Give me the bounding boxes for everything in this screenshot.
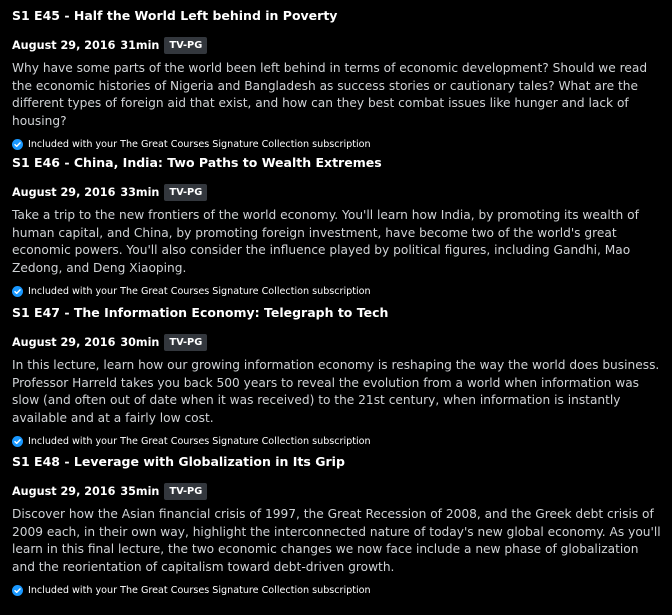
subscription-text: Included with your The Great Courses Signature Collection subscription	[28, 584, 371, 596]
episode-item	[12, 305, 662, 448]
runtime: 31min	[120, 38, 160, 52]
runtime: 33min	[120, 185, 160, 199]
episode-title[interactable]: S1 E47 - The Information Economy: Telegraph to Tech	[12, 305, 389, 320]
subscription-text: Included with your The Great Courses Signature Collection subscription	[28, 138, 371, 150]
subscription-text: Included with your The Great Courses Signature Collection subscription	[28, 435, 371, 447]
release-date: August 29, 2016	[12, 484, 116, 498]
episode-title[interactable]: S1 E48 - Leverage with Globalization in Its Grip	[12, 454, 345, 469]
episode-item	[12, 8, 662, 151]
subscription-text: Included with your The Great Courses Signature Collection subscription	[28, 285, 371, 297]
subscription-note	[12, 583, 662, 597]
episode-meta	[12, 482, 662, 500]
episode-synopsis: Why have some parts of the world been left behind in terms of economic development? Should we read the economic histories of Nigeria and Bangladesh as success stories or cautionary tales? What are the different types of foreign aid that exist, and how can they best combat issues like hunger and lack of housing?	[12, 61, 648, 128]
episode-title[interactable]: S1 E46 - China, India: Two Paths to Wealth Extremes	[12, 155, 382, 170]
episode-item	[12, 454, 662, 597]
rating-badge: TV-PG	[164, 37, 207, 54]
episode-synopsis: Take a trip to the new frontiers of the world economy. You'll learn how India, by promoting its wealth of human capital, and China, by promoting foreign investment, have become two of the world's great economic powers. You'll also consider the influence played by political figures, including Gandhi, Mao Zedong, and Deng Xiaoping.	[12, 208, 639, 275]
release-date: August 29, 2016	[12, 185, 116, 199]
runtime: 30min	[120, 335, 160, 349]
rating-badge: TV-PG	[164, 334, 207, 351]
check-circle-icon	[12, 139, 23, 150]
episode-meta	[12, 36, 662, 54]
subscription-note	[12, 137, 662, 151]
check-circle-icon	[12, 436, 23, 447]
check-circle-icon	[12, 585, 23, 596]
release-date: August 29, 2016	[12, 38, 116, 52]
episode-title[interactable]: S1 E45 - Half the World Left behind in Poverty	[12, 8, 338, 23]
runtime: 35min	[120, 484, 160, 498]
episode-synopsis: Discover how the Asian financial crisis of 1997, the Great Recession of 2008, and the Greek debt crisis of 2009 each, in their own way, highlight the interconnected nature of today's new global economy. As you'll learn in this final lecture, the two economic changes we now face include a new phase of globalization and the reorientation of capitalism toward debt-driven growth.	[12, 507, 661, 574]
release-date: August 29, 2016	[12, 335, 116, 349]
episode-item	[12, 155, 662, 298]
episode-synopsis: In this lecture, learn how our growing information economy is reshaping the way the world does business. Professor Harreld takes you back 500 years to reveal the evolution from a world when information was slow (and often out of date when it was received) to the 21st century, when information is instantly available and at a fairly low cost.	[12, 358, 660, 425]
episode-meta	[12, 183, 662, 201]
subscription-note	[12, 284, 662, 298]
rating-badge: TV-PG	[164, 483, 207, 500]
episode-meta	[12, 333, 662, 351]
check-circle-icon	[12, 286, 23, 297]
rating-badge: TV-PG	[164, 184, 207, 201]
subscription-note	[12, 434, 662, 448]
